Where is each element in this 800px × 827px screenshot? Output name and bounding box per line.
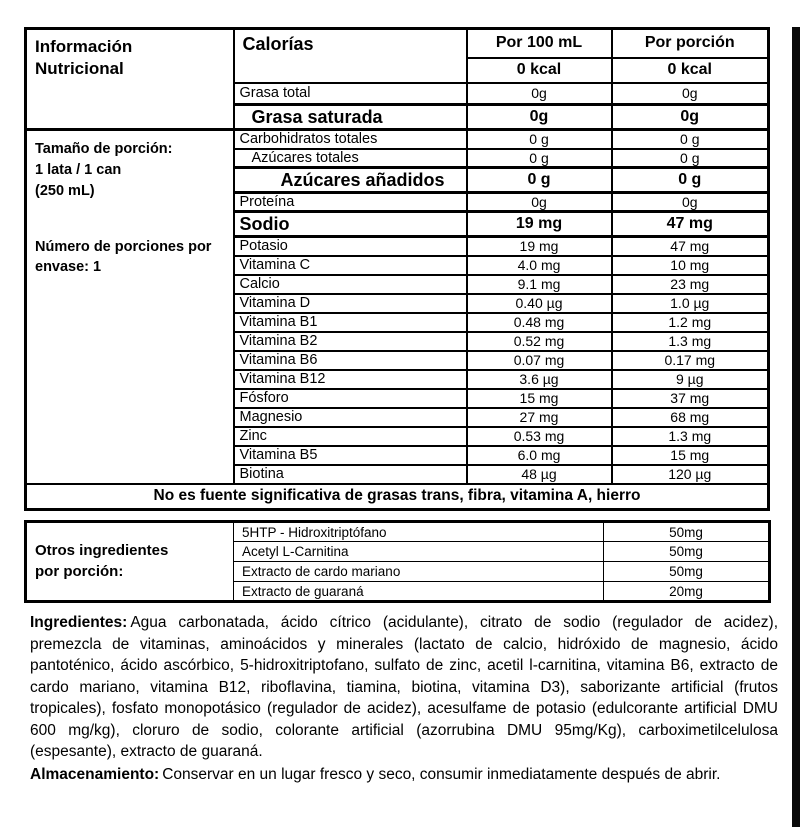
ingredient-name: 5HTP - Hidroxitriptófano: [234, 522, 604, 542]
value-per-portion: 23 mg: [612, 275, 769, 294]
value-per-portion: 68 mg: [612, 408, 769, 427]
nutrient-label: Vitamina D: [234, 294, 467, 313]
value-per-100ml: 19 mg: [467, 237, 612, 256]
scan-edge-strip: [792, 27, 800, 827]
nutrient-label: Calcio: [234, 275, 467, 294]
value-per-portion: 0g: [612, 193, 769, 212]
other-ingredients-label-line1: Otros ingredientes: [35, 542, 169, 560]
storage-label: Almacenamiento:: [30, 765, 160, 783]
value-per-portion: 47 mg: [612, 237, 769, 256]
value-per-portion: 10 mg: [612, 256, 769, 275]
value-per-portion: 9 µg: [612, 370, 769, 389]
value-per-100ml: 0 g: [467, 168, 612, 193]
table-title: [26, 29, 234, 130]
value-per-100ml: 3.6 µg: [467, 370, 612, 389]
value-per-portion: 0 g: [612, 149, 769, 168]
other-ingredients-label-line2: por porción:: [35, 562, 124, 580]
table-title-line2: Nutricional: [35, 59, 124, 79]
serving-size-line2: (250 mL): [35, 183, 95, 200]
row-carbohidratos-totales: [26, 130, 769, 149]
storage-paragraph: [30, 764, 778, 786]
nutrient-label: Sodio: [234, 212, 467, 237]
value-per-portion: 1.2 mg: [612, 313, 769, 332]
footnote-text: No es fuente significativa de grasas trans, fibra, vitamina A, hierro: [26, 484, 769, 510]
nutrient-label: Vitamina B1: [234, 313, 467, 332]
ingredient-name: Extracto de cardo mariano: [234, 562, 604, 582]
value-per-100ml: 9.1 mg: [467, 275, 612, 294]
servings-per-container: Número de porciones por envase: 1: [35, 239, 212, 275]
nutrient-label: Magnesio: [234, 408, 467, 427]
value-per-portion: 0.17 mg: [612, 351, 769, 370]
value-per-portion: 120 µg: [612, 465, 769, 484]
value-per-100ml: 0.48 mg: [467, 313, 612, 332]
nutrient-label: Biotina: [234, 465, 467, 484]
nutrient-label: Azúcares totales: [234, 149, 467, 168]
value-per-portion: 0 g: [612, 130, 769, 149]
nutrient-label: Carbohidratos totales: [234, 130, 467, 149]
footnote-row: [26, 484, 769, 510]
ingredients-label: Ingredientes:: [30, 614, 128, 631]
value-per-100ml: 0g: [467, 193, 612, 212]
value-per-portion: 0 g: [612, 168, 769, 193]
value-per-portion: 0g: [612, 105, 769, 130]
other-ingredients-label: [26, 522, 234, 602]
value-per-100ml: 0 g: [467, 130, 612, 149]
value-per-100ml: 0g: [467, 105, 612, 130]
nutrient-label: Potasio: [234, 237, 467, 256]
nutrient-label: Vitamina B12: [234, 370, 467, 389]
col-header-per-portion: Por porción: [612, 29, 769, 58]
value-per-portion: 37 mg: [612, 389, 769, 408]
value-per-portion: 1.3 mg: [612, 332, 769, 351]
value-per-100ml: 27 mg: [467, 408, 612, 427]
value-per-portion: 1.0 µg: [612, 294, 769, 313]
serving-size-line1: 1 lata / 1 can: [35, 162, 122, 179]
value-per-100ml: 19 mg: [467, 212, 612, 237]
ingredient-name: Acetyl L-Carnitina: [234, 542, 604, 562]
ingredient-amount: 50mg: [604, 522, 770, 542]
table-title-line1: Información: [35, 37, 133, 56]
nutrient-label: Vitamina B2: [234, 332, 467, 351]
calories-label: Calorías: [234, 29, 467, 83]
value-per-100ml: 0 g: [467, 149, 612, 168]
ingredients-paragraph: [30, 612, 778, 763]
value-per-portion: 0g: [612, 83, 769, 105]
nutrient-label: Azúcares añadidos: [234, 168, 467, 193]
value-per-100ml: 0.53 mg: [467, 427, 612, 446]
col-header-per-100ml: Por 100 mL: [467, 29, 612, 58]
serving-size-label: Tamaño de porción:: [35, 141, 173, 157]
nutrition-facts-table: [24, 27, 770, 511]
nutrient-label: Zinc: [234, 427, 467, 446]
nutrient-label: Grasa saturada: [234, 105, 467, 130]
header-row: [26, 29, 769, 58]
ingredient-amount: 50mg: [604, 562, 770, 582]
nutrient-label: Grasa total: [234, 83, 467, 105]
nutrition-label-page: [0, 27, 800, 827]
value-per-100ml: 15 mg: [467, 389, 612, 408]
value-per-100ml: 48 µg: [467, 465, 612, 484]
value-per-100ml: 0.40 µg: [467, 294, 612, 313]
other-ingredient-row: [26, 522, 770, 542]
value-per-100ml: 0.07 mg: [467, 351, 612, 370]
value-per-100ml: 0.52 mg: [467, 332, 612, 351]
serving-info: [26, 130, 234, 484]
ingredients-text: Agua carbonatada, ácido cítrico (acidulante), citrato de sodio (regulador de acidez), premezcla de vitaminas, aminoácidos y minerales (lactato de calcio, hidróxido de magnesio, ácido pantoténico, ácido ascórbico, 5-hidroxitriptofano, sulfato de zinc, acetil l-carnitina, vitamina B6, extracto de cardo mariano, vitamina B12, riboflavina, tiamina, biotina, vitamina D3), saborizante artificial (frutos tropicales), fosfato monopotásico (regulador de acidez), acesulfame de potasio (edulcorante artificial DMU 600 mg/kg), cloruro de sodio, colorante artificial (azorrubina DMU 95mg/Kg), carboximetilcelulosa (espesante), extracto de guaraná.: [30, 614, 778, 760]
value-per-portion: 1.3 mg: [612, 427, 769, 446]
nutrient-label: Vitamina C: [234, 256, 467, 275]
value-per-portion: 15 mg: [612, 446, 769, 465]
other-ingredients-table: [24, 520, 771, 603]
value-per-100ml: 4.0 mg: [467, 256, 612, 275]
storage-text: Conservar en un lugar fresco y seco, consumir inmediatamente después de abrir.: [162, 765, 721, 783]
ingredient-name: Extracto de guaraná: [234, 582, 604, 602]
value-per-100ml: 6.0 mg: [467, 446, 612, 465]
ingredient-amount: 20mg: [604, 582, 770, 602]
nutrient-label: Vitamina B6: [234, 351, 467, 370]
calories-per-100ml: 0 kcal: [467, 58, 612, 83]
value-per-portion: 47 mg: [612, 212, 769, 237]
nutrient-label: Proteína: [234, 193, 467, 212]
nutrient-label: Vitamina B5: [234, 446, 467, 465]
value-per-100ml: 0g: [467, 83, 612, 105]
calories-per-portion: 0 kcal: [612, 58, 769, 83]
nutrient-label: Fósforo: [234, 389, 467, 408]
ingredient-amount: 50mg: [604, 542, 770, 562]
